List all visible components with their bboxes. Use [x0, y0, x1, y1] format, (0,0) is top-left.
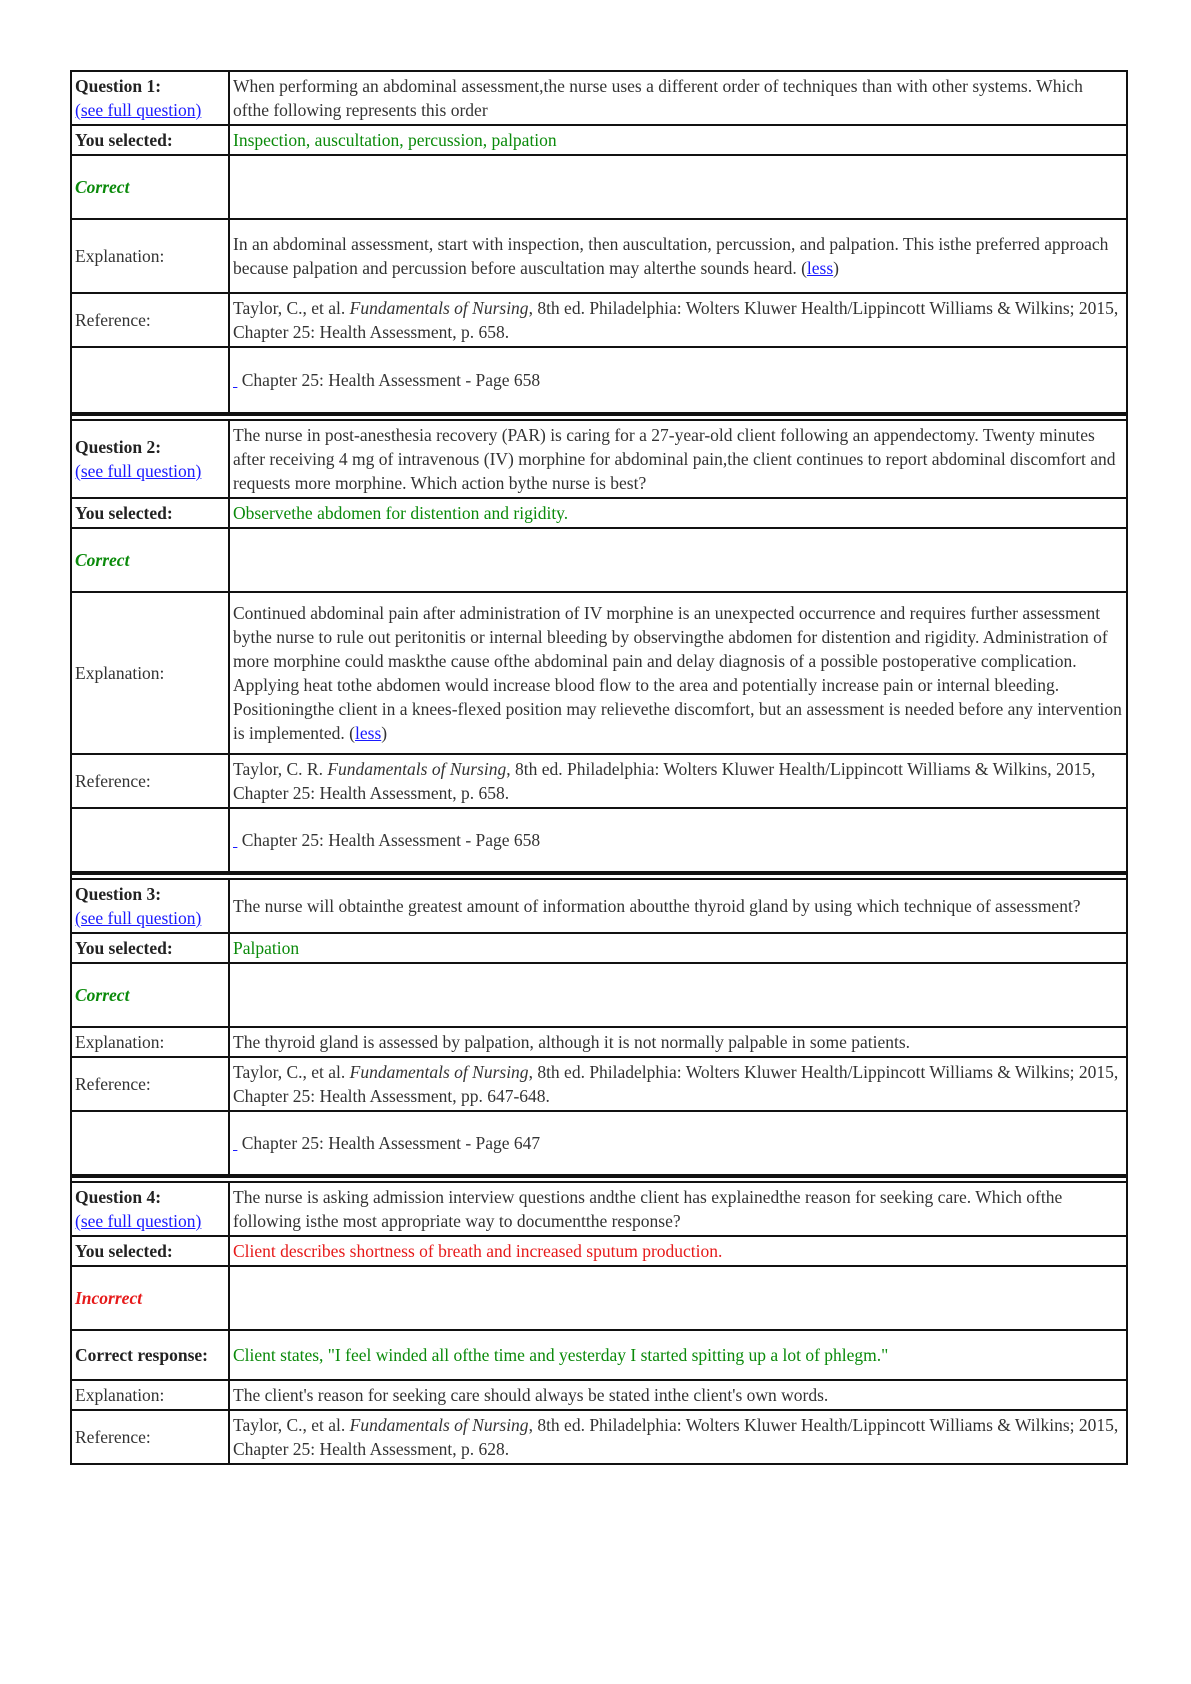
less-link[interactable]: less: [806, 258, 834, 278]
page-reference-row: [71, 1111, 1127, 1175]
page-reference-empty-cell: [71, 347, 229, 413]
selected-row: [71, 498, 1127, 528]
reference-row: [71, 1057, 1127, 1111]
explanation-row: [71, 219, 1127, 293]
page-reference-cell: [229, 347, 1127, 413]
explanation-cell: Continued abdominal pain after administration of IV morphine is an unexpected occurrence and requires further assessment bythe nurse to rule out peritonitis or internal bleeding by observingthe abdomen for distention and rigidity. Administration of more morphine could maskthe cause ofthe abdominal pain and delay diagnosis of a possible postoperative complication. Applying heat tothe abdomen would increase blood flow to the area and potentially increase pain or internal bleeding. Positioningthe client in a knees-flexed position may relievethe discomfort, but an assessment is needed before any intervention is implemented. (less): [229, 592, 1127, 754]
reference-authors: Taylor, C., et al.: [233, 1062, 350, 1082]
question-row: [71, 879, 1127, 933]
explanation-text: The client's reason for seeking care should always be stated inthe client's own words.: [229, 1380, 1127, 1410]
status-row: [71, 963, 1127, 1027]
page-reference-text: Chapter 25: Health Assessment - Page 658: [241, 370, 541, 390]
explanation-text: The thyroid gland is assessed by palpation, although it is not normally palpable in some patients.: [229, 1027, 1127, 1057]
page-reference-empty-cell: [71, 808, 229, 872]
see-full-question-link[interactable]: (see full question): [75, 1211, 202, 1231]
question-3-table: [70, 878, 1128, 1176]
see-full-question-link[interactable]: (see full question): [75, 908, 202, 928]
reference-cell: [229, 293, 1127, 347]
status-correct: Correct: [71, 963, 229, 1027]
question-row: [71, 71, 1127, 125]
selected-answer: Client describes shortness of breath and increased sputum production.: [229, 1236, 1127, 1266]
status-row: [71, 1266, 1127, 1330]
question-text: When performing an abdominal assessment,the nurse uses a different order of techniques than with other systems. Which ofthe following represents this order: [229, 71, 1127, 125]
reference-book-title: Fundamentals of Nursing: [349, 298, 529, 318]
reference-label: Reference:: [71, 754, 229, 808]
page-reference-text: Chapter 25: Health Assessment - Page 658: [241, 830, 541, 850]
explanation-label: Explanation:: [71, 219, 229, 293]
status-empty-cell: [229, 528, 1127, 592]
question-text: The nurse in post-anesthesia recovery (PAR) is caring for a 27-year-old client following an appendectomy. Twenty minutes after receiving 4 mg of intravenous (IV) morphine for abdominal pain,the client continues to report abdominal discomfort and requests more morphine. Which action bythe nurse is best?: [229, 420, 1127, 498]
correct-response-row: [71, 1330, 1127, 1380]
reference-book-title: Fundamentals of Nursing: [349, 1062, 529, 1082]
question-row: [71, 420, 1127, 498]
status-empty-cell: [229, 155, 1127, 219]
explanation-row: [71, 1380, 1127, 1410]
selected-answer: Observethe abdomen for distention and rigidity.: [229, 498, 1127, 528]
question-label: Question 3:: [75, 884, 162, 904]
less-link[interactable]: less: [355, 723, 382, 743]
reference-cell: [229, 1410, 1127, 1464]
selected-row: [71, 1236, 1127, 1266]
explanation-text: In an abdominal assessment, start with inspection, then auscultation, percussion, and palpation. This isthe preferred approach because palpation and percussion before auscultation may alterthe sounds heard.: [233, 234, 1109, 278]
you-selected-label: You selected:: [71, 1236, 229, 1266]
page-anchor-link[interactable]: [233, 370, 237, 390]
status-incorrect: Incorrect: [71, 1266, 229, 1330]
question-label: Question 2:: [75, 437, 162, 457]
reference-authors: Taylor, C., et al.: [233, 1415, 350, 1435]
page-reference-cell: [229, 808, 1127, 872]
page-reference-row: [71, 808, 1127, 872]
explanation-cell: In an abdominal assessment, start with inspection, then auscultation, percussion, and palpation. This isthe preferred approach because palpation and percussion before auscultation may alterthe sounds heard. (less): [229, 219, 1127, 293]
correct-response-label: Correct response:: [71, 1330, 229, 1380]
reference-label: Reference:: [71, 293, 229, 347]
explanation-text: Continued abdominal pain after administration of IV morphine is an unexpected occurrence and requires further assessment bythe nurse to rule out peritonitis or internal bleeding by observingthe abdomen for distention and rigidity. Administration of more morphine could maskthe cause ofthe abdominal pain and delay diagnosis of a possible postoperative complication. Applying heat tothe abdomen would increase blood flow to the area and potentially increase pain or internal bleeding. Positioningthe client in a knees-flexed position may relievethe discomfort, but an assessment is needed before any intervention is implemented.: [233, 603, 1122, 743]
question-label-cell: [71, 71, 229, 125]
reference-book-title: Fundamentals of Nursing: [327, 759, 507, 779]
reference-details: , 8th ed. Philadelphia: Wolters Kluwer Health/Lippincott Williams & Wilkins; 2015, Chapter 25: Health Assessment, pp. 647-648.: [233, 1062, 1119, 1106]
reference-authors: Taylor, C. R.: [233, 759, 328, 779]
question-label: Question 4:: [75, 1187, 162, 1207]
reference-cell: [229, 754, 1127, 808]
correct-response-text: Client states, "I feel winded all ofthe time and yesterday I started spitting up a lot of phlegm.": [229, 1330, 1127, 1380]
see-full-question-link[interactable]: (see full question): [75, 100, 202, 120]
question-row: [71, 1182, 1127, 1236]
explanation-label: Explanation:: [71, 1027, 229, 1057]
explanation-row: [71, 1027, 1127, 1057]
status-empty-cell: [229, 1266, 1127, 1330]
explanation-row: [71, 592, 1127, 754]
reference-details: , 8th ed. Philadelphia: Wolters Kluwer Health/Lippincott Williams & Wilkins; 2015, Chapter 25: Health Assessment, p. 628.: [233, 1415, 1119, 1459]
question-1-table: [70, 70, 1128, 414]
reference-authors: Taylor, C., et al.: [233, 298, 350, 318]
question-4-table: [70, 1181, 1128, 1465]
reference-row: [71, 293, 1127, 347]
reference-cell: [229, 1057, 1127, 1111]
page-reference-cell: [229, 1111, 1127, 1175]
selected-answer: Palpation: [229, 933, 1127, 963]
status-row: [71, 528, 1127, 592]
page-reference-row: [71, 347, 1127, 413]
reference-label: Reference:: [71, 1410, 229, 1464]
reference-row: [71, 1410, 1127, 1464]
question-label-cell: [71, 1182, 229, 1236]
explanation-label: Explanation:: [71, 592, 229, 754]
status-empty-cell: [229, 963, 1127, 1027]
selected-row: [71, 125, 1127, 155]
page-reference-text: Chapter 25: Health Assessment - Page 647: [241, 1133, 541, 1153]
question-label-cell: [71, 879, 229, 933]
status-correct: Correct: [71, 528, 229, 592]
you-selected-label: You selected:: [71, 498, 229, 528]
question-text: The nurse will obtainthe greatest amount of information aboutthe thyroid gland by using which technique of assessment?: [229, 879, 1127, 933]
status-row: [71, 155, 1127, 219]
reference-details: , 8th ed. Philadelphia: Wolters Kluwer Health/Lippincott Williams & Wilkins, 2015, Chapter 25: Health Assessment, p. 658.: [233, 759, 1096, 803]
you-selected-label: You selected:: [71, 933, 229, 963]
page-anchor-link[interactable]: [233, 830, 237, 850]
page-anchor-link[interactable]: [233, 1133, 237, 1153]
explanation-label: Explanation:: [71, 1380, 229, 1410]
question-2-table: [70, 419, 1128, 873]
reference-label: Reference:: [71, 1057, 229, 1111]
results-page: [70, 70, 1128, 1465]
question-label-cell: [71, 420, 229, 498]
page-reference-empty-cell: [71, 1111, 229, 1175]
selected-answer: Inspection, auscultation, percussion, palpation: [229, 125, 1127, 155]
question-label: Question 1:: [75, 76, 162, 96]
reference-row: [71, 754, 1127, 808]
status-correct: Correct: [71, 155, 229, 219]
reference-details: , 8th ed. Philadelphia: Wolters Kluwer Health/Lippincott Williams & Wilkins; 2015, Chapter 25: Health Assessment, p. 658.: [233, 298, 1119, 342]
reference-book-title: Fundamentals of Nursing: [349, 1415, 529, 1435]
you-selected-label: You selected:: [71, 125, 229, 155]
question-text: The nurse is asking admission interview questions andthe client has explainedthe reason for seeking care. Which ofthe following isthe most appropriate way to documentthe response?: [229, 1182, 1127, 1236]
selected-row: [71, 933, 1127, 963]
see-full-question-link[interactable]: (see full question): [75, 461, 202, 481]
